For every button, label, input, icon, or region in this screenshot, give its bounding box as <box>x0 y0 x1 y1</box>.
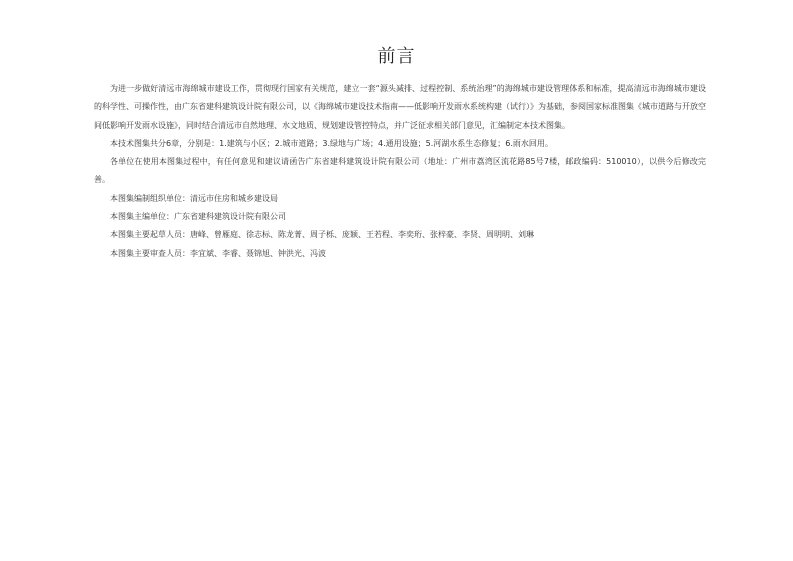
preface-paragraph-feedback: 各单位在使用本图集过程中，有任何意见和建议请函告广东省建科建筑设计院有限公司（地址：广州市荔湾区流花路85号7楼，邮政编码：510010），以供今后修改完善。 <box>94 157 706 185</box>
chief-editing-unit: 本图集主编单位：广东省建科建筑设计院有限公司 <box>110 212 286 222</box>
review-staff: 本图集主要审查人员：李宜斌、李睿、聂锦旭、钟洪光、冯波 <box>110 248 326 258</box>
preface-paragraph-intro: 为进一步做好清远市海绵城市建设工作，贯彻现行国家有关规范，建立一套“源头减排、过程控制、系统治理”的海绵城市建设管理体系和标准，提高清远市海绵城市建设的科学性、可操作性，由广东省建科建筑设计院有限公司，以《海绵城市建设技术指南——低影响开发雨水系统构建（试行）》为基础，参阅国家标准图集《城市道路与开放空间低影响开发雨水设施》，同时结合清远市自然地理、水文地质、规划建设管控特点，并广泛征求相关部门意见，汇编制定本技术图集。 <box>94 84 706 130</box>
page-title: 前言 <box>377 46 416 67</box>
preface-body <box>94 80 706 263</box>
organizing-unit: 本图集编制组织单位：清远市住房和城乡建设局 <box>110 193 278 203</box>
drafting-staff: 本图集主要起草人员：唐峰、曾雁庭、徐志标、陈龙菁、周子栎、庞颖、王若程、李奕珩、张梓豪、李贤、周明明、刘琳 <box>110 230 534 240</box>
preface-paragraph-chapters: 本技术图集共分6章，分别是：1.建筑与小区；2.城市道路；3.绿地与广场；4.通用设施；5.河湖水系生态修复；6.雨水回用。 <box>110 138 553 148</box>
